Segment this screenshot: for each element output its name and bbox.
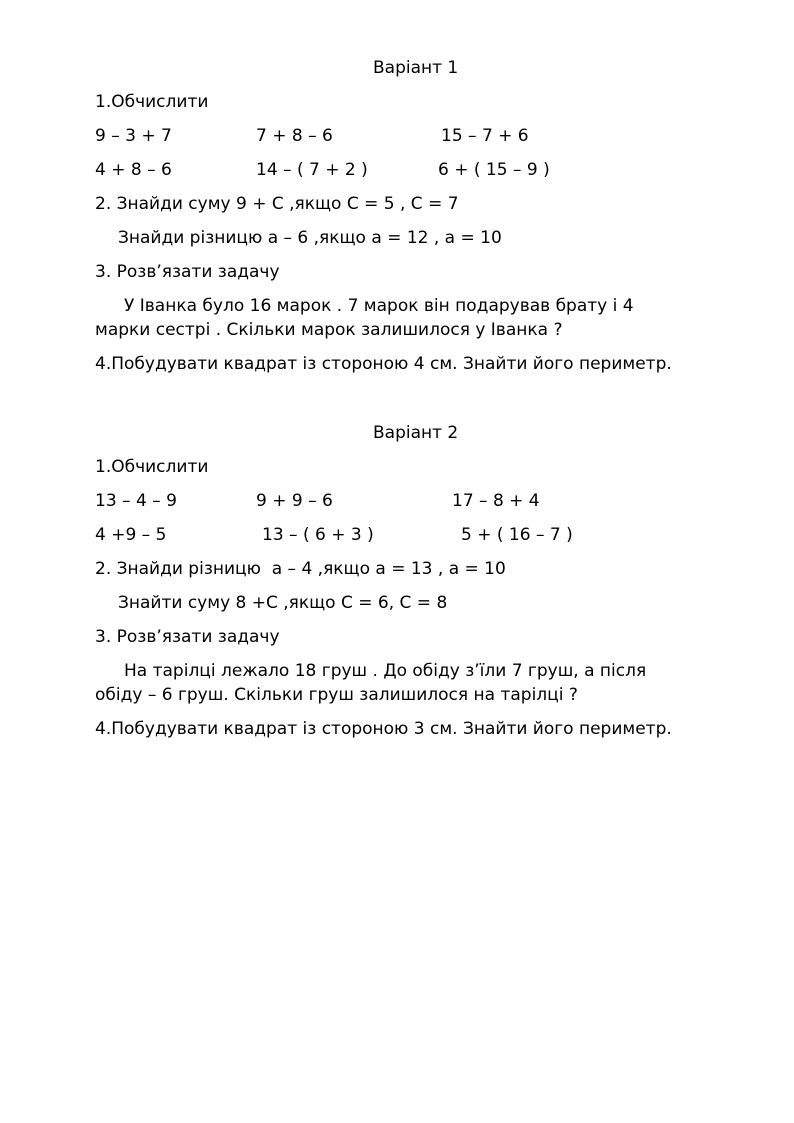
variant1-expr-r1c1: 9 – 3 + 7 xyxy=(95,126,172,146)
variant1-task4: 4.Побудувати квадрат із стороною 4 см. Знайти його периметр. xyxy=(95,354,672,374)
variant1-expr-r2c1: 4 + 8 – 6 xyxy=(95,160,172,180)
variant2-task2-line1: 2. Знайди різницю а – 4 ,якщо а = 13 , а = 10 xyxy=(95,559,506,579)
variant2-expr-r2c1: 4 +9 – 5 xyxy=(95,525,167,545)
variant1-task3-heading: 3. Розв’язати задачу xyxy=(95,262,280,282)
variant2-expr-r1c1: 13 – 4 – 9 xyxy=(95,491,177,511)
variant1-expr-r2c2: 14 – ( 7 + 2 ) xyxy=(256,160,368,180)
variant1-expr-r1c3: 15 – 7 + 6 xyxy=(441,126,529,146)
variant2-task1-heading: 1.Обчислити xyxy=(95,457,209,477)
variant1-task2-line1: 2. Знайди суму 9 + С ,якщо С = 5 , С = 7 xyxy=(95,194,459,214)
variant2-expr-r1c2: 9 + 9 – 6 xyxy=(256,491,333,511)
variant1-task3-line2: марки сестрі . Скільки марок залишилося у Іванка ? xyxy=(95,320,563,340)
variant2-expr-r2c3: 5 + ( 16 – 7 ) xyxy=(461,525,573,545)
variant2-task2-line2: Знайти суму 8 +С ,якщо С = 6, С = 8 xyxy=(118,593,448,613)
variant1-task2-line2: Знайди різницю а – 6 ,якщо а = 12 , а = 10 xyxy=(118,228,502,248)
variant2-task3-line2: обіду – 6 груш. Скільки груш залишилося на тарілці ? xyxy=(95,685,578,705)
variant1-expr-r1c2: 7 + 8 – 6 xyxy=(256,126,333,146)
variant1-expr-r2c3: 6 + ( 15 – 9 ) xyxy=(438,160,550,180)
variant2-title: Варіант 2 xyxy=(373,423,459,443)
variant2-task3-line1: На тарілці лежало 18 груш . До обіду з’їли 7 груш, а після xyxy=(124,661,647,681)
variant2-task3-heading: 3. Розв’язати задачу xyxy=(95,627,280,647)
variant2-task4: 4.Побудувати квадрат із стороною 3 см. Знайти його периметр. xyxy=(95,719,672,739)
variant1-title: Варіант 1 xyxy=(373,58,459,78)
variant1-task3-line1: У Іванка було 16 марок . 7 марок він подарував брату і 4 xyxy=(124,296,634,316)
variant1-task1-heading: 1.Обчислити xyxy=(95,92,209,112)
variant2-expr-r1c3: 17 – 8 + 4 xyxy=(452,491,540,511)
variant2-expr-r2c2: 13 – ( 6 + 3 ) xyxy=(262,525,374,545)
